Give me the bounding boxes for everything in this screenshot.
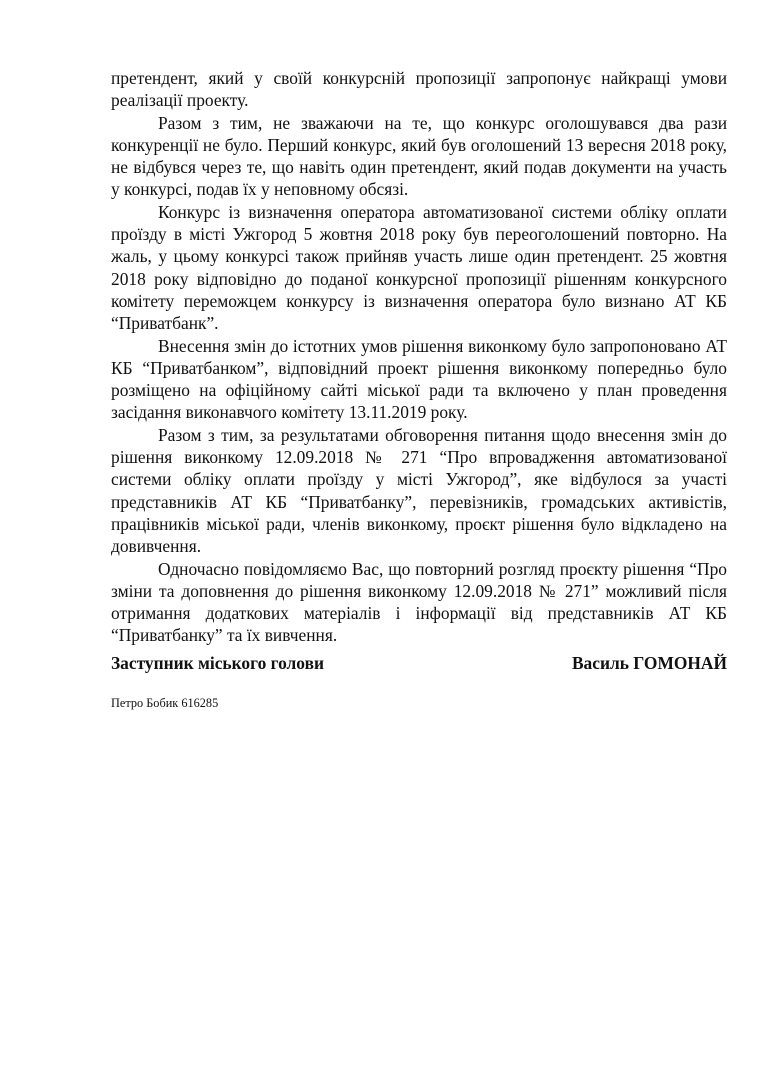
document-body (111, 67, 727, 647)
paragraph-no-competition: Разом з тим, не зважаючи на те, що конкурс оголошувався два рази конкуренції не було. Перший конкурс, який був оголошений 13 вересня 2018 року, не відбувся через те, що навіть один претендент, який подав документи на участь у конкурсі, подав їх у неповному обсязі. (111, 112, 727, 200)
paragraph-proposed-changes: Внесення змін до істотних умов рішення виконкому було запропоновано АТ КБ “Приватбанком”, відповідний проект рішення виконкому попередньо було розміщено на офіційному сайті міської ради та включено у план проведення засідання виконавчого комітету 13.11.2019 року. (111, 335, 727, 423)
paragraph-second-competition: Конкурс із визначення оператора автоматизованої системи обліку оплати проїзду в місті Ужгород 5 жовтня 2018 року був переоголошений повторно. На жаль, у цьому конкурсі також прийняв участь лише один претендент. 25 жовтня 2018 року відповідно до поданої конкурсної пропозиції рішенням конкурсного комітету переможцем конкурсу із визначення оператора було визнано АТ КБ “Приватбанк”. (111, 201, 727, 334)
executor-note: Петро Бобик 616285 (111, 696, 219, 710)
paragraph-continuation: претендент, який у своїй конкурсній пропозиції запропонує найкращі умови реалізації проекту. (111, 68, 727, 111)
paragraph-discussion-results: Разом з тим, за результатами обговорення питання щодо внесення змін до рішення виконкому 12.09.2018 № 271 “Про впровадження автоматизованої системи обліку оплати проїзду у місті Ужгород”, яке відбулося за участі представників АТ КБ “Приватбанку”, перевізників, громадських активістів, працівників міської ради, членів виконкому, проєкт рішення було відкладено на довивчення. (111, 424, 727, 557)
paragraph-notification: Одночасно повідомляємо Вас, що повторний розгляд проєкту рішення “Про зміни та доповнення до рішення виконкому 12.09.2018 № 271” можливий після отримання додаткових матеріалів і інформації від представників АТ КБ “Приватбанку” та їх вивчення. (111, 558, 727, 646)
signatory-name: Василь ГОМОНАЙ (571, 653, 727, 673)
signature-block (111, 652, 727, 674)
signatory-position: Заступник міського голови (111, 653, 324, 673)
